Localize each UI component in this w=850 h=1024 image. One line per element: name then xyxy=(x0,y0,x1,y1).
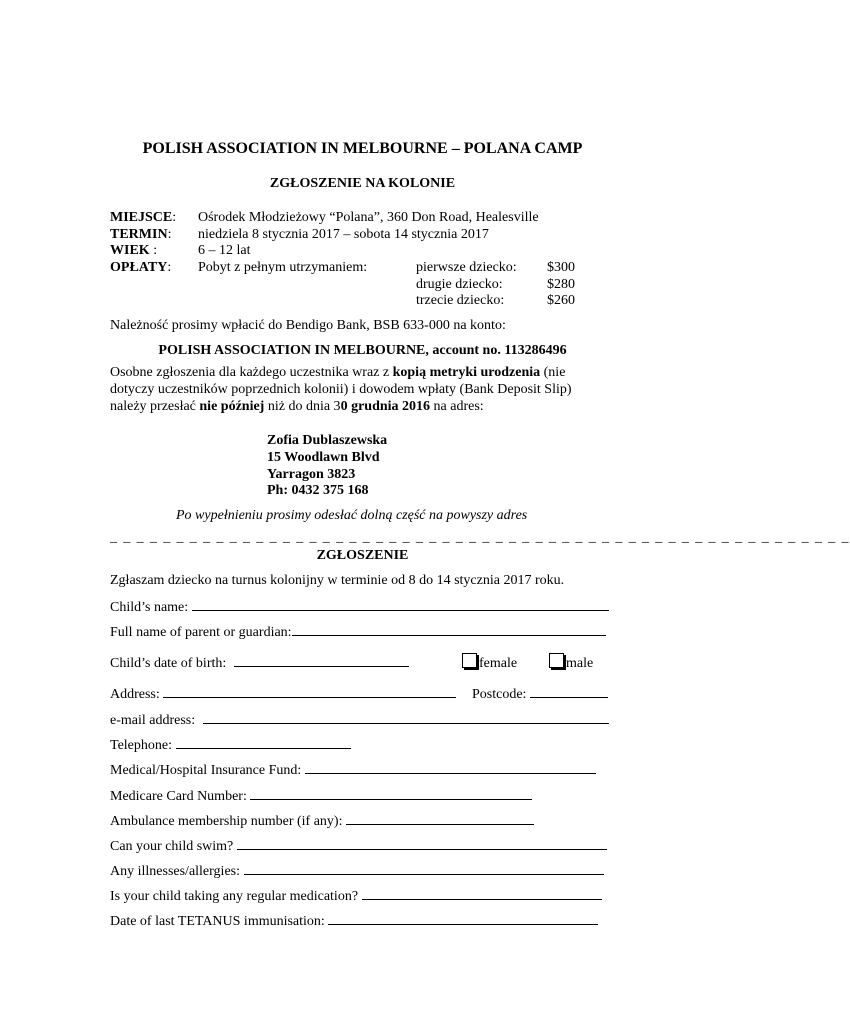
form-heading: ZGŁOSZENIE xyxy=(316,548,409,563)
male-option[interactable] xyxy=(549,653,593,672)
medication-label: Is your child taking any regular medication? xyxy=(110,889,359,904)
instr-text: (nie xyxy=(540,365,566,380)
ambulance-field[interactable] xyxy=(346,811,534,825)
telephone-row xyxy=(110,735,351,754)
ambulance-row xyxy=(110,811,534,830)
instructions-line-1 xyxy=(110,364,565,381)
female-label: female xyxy=(479,656,518,671)
email-row xyxy=(110,710,609,729)
illnesses-field[interactable] xyxy=(244,861,604,875)
dob-row xyxy=(110,653,409,672)
address-field[interactable] xyxy=(163,684,456,698)
medicare-row xyxy=(110,786,532,805)
fee-amount-1: $300 xyxy=(547,260,575,275)
fee-amount-2: $280 xyxy=(547,277,575,292)
childs-name-row xyxy=(110,597,609,616)
instr-text: na adres: xyxy=(430,399,484,414)
male-checkbox[interactable] xyxy=(549,653,564,668)
medical-fund-label: Medical/Hospital Insurance Fund: xyxy=(110,763,302,778)
instr-bold-date: 0 grudnia 2016 xyxy=(340,399,431,414)
address-street: 15 Woodlawn Blvd xyxy=(267,450,380,465)
email-field[interactable] xyxy=(203,710,609,724)
address-phone: Ph: 0432 375 168 xyxy=(267,483,369,498)
oplaty-row: OPŁATY: xyxy=(110,260,172,275)
email-label: e-mail address: xyxy=(110,713,196,728)
dob-field[interactable] xyxy=(234,653,409,667)
wiek-label: WIEK xyxy=(110,243,150,258)
illnesses-row xyxy=(110,861,604,880)
childs-name-label: Child’s name: xyxy=(110,600,189,615)
illnesses-label: Any illnesses/allergies: xyxy=(110,864,240,879)
tetanus-row xyxy=(110,911,598,930)
telephone-field[interactable] xyxy=(176,735,351,749)
instr-text: niż do dnia 3 xyxy=(264,399,341,414)
fee-label-3: trzecie dziecko: xyxy=(416,293,505,308)
address-row xyxy=(110,684,456,703)
instr-bold-deadline: nie później xyxy=(199,399,265,414)
instr-text: Osobne zgłoszenia dla każdego uczestnika wraz z xyxy=(110,365,393,380)
male-label: male xyxy=(566,656,594,671)
medication-field[interactable] xyxy=(362,886,602,900)
swim-row xyxy=(110,836,607,855)
wiek-row: WIEK : xyxy=(110,243,158,258)
medical-fund-field[interactable] xyxy=(305,760,596,774)
payment-line: Należność prosimy wpłacić do Bendigo Bank, BSB 633-000 na konto: xyxy=(110,318,506,333)
postcode-row xyxy=(472,684,608,703)
parent-name-row xyxy=(110,622,606,641)
postcode-field[interactable] xyxy=(530,684,608,698)
instr-bold-birth-cert: kopią metryki urodzenia xyxy=(392,365,541,380)
termin-label: TERMIN xyxy=(110,227,168,242)
childs-name-field[interactable] xyxy=(192,597,609,611)
address-label: Address: xyxy=(110,687,160,702)
medical-fund-row xyxy=(110,760,596,779)
instr-text: należy przesłać xyxy=(110,399,200,414)
medicare-label: Medicare Card Number: xyxy=(110,789,247,804)
page-title: POLISH ASSOCIATION IN MELBOURNE – POLANA CAMP xyxy=(142,140,583,157)
postcode-label: Postcode: xyxy=(472,687,527,702)
instructions-line-3 xyxy=(110,398,484,415)
swim-label: Can your child swim? xyxy=(110,839,234,854)
page-subtitle: ZGŁOSZENIE NA KOLONIE xyxy=(269,176,456,191)
fee-label-1: pierwsze dziecko: xyxy=(416,260,517,275)
miejsce-row: MIEJSCE: xyxy=(110,210,177,225)
miejsce-label: MIEJSCE xyxy=(110,210,173,225)
termin-value: niedziela 8 stycznia 2017 – sobota 14 stycznia 2017 xyxy=(198,227,489,242)
tetanus-field[interactable] xyxy=(328,911,598,925)
swim-field[interactable] xyxy=(237,836,607,850)
female-option[interactable] xyxy=(462,653,517,672)
medicare-field[interactable] xyxy=(250,786,532,800)
return-note: Po wypełnieniu prosimy odesłać dolną część na powyszy adres xyxy=(176,508,528,523)
oplaty-label: OPŁATY xyxy=(110,260,168,275)
parent-name-field[interactable] xyxy=(292,622,606,636)
ambulance-label: Ambulance membership number (if any): xyxy=(110,814,343,829)
termin-row: TERMIN: xyxy=(110,227,172,242)
fee-label-2: drugie dziecko: xyxy=(416,277,503,292)
account-name: POLISH ASSOCIATION IN MELBOURNE xyxy=(158,343,426,358)
fee-amount-3: $260 xyxy=(547,293,575,308)
form-intro: Zgłaszam dziecko na turnus kolonijny w terminie od 8 do 14 stycznia 2017 roku. xyxy=(110,573,565,588)
medication-row xyxy=(110,886,602,905)
account-number: , account no. 113286496 xyxy=(425,343,567,358)
instructions-line-2: dotyczy uczestników poprzednich kolonii) i dowodem wpłaty (Bank Deposit Slip) xyxy=(110,382,572,397)
dob-label: Child’s date of birth: xyxy=(110,656,227,671)
tetanus-label: Date of last TETANUS immunisation: xyxy=(110,914,325,929)
telephone-label: Telephone: xyxy=(110,738,172,753)
address-city: Yarragon 3823 xyxy=(267,467,356,482)
parent-name-label: Full name of parent or guardian: xyxy=(110,625,292,640)
cut-line-divider: _ _ _ _ _ _ _ _ _ _ _ _ _ _ _ _ _ _ _ _ _ _ _ _ _ _ _ _ _ _ _ _ _ _ _ _ _ _ _ _ _ _ _ _ _ _ _ _ _ _ _ _ _ _ _ _ xyxy=(110,530,850,545)
address-name: Zofia Dublaszewska xyxy=(267,433,388,448)
oplaty-value: Pobyt z pełnym utrzymaniem: xyxy=(198,260,368,275)
account-line xyxy=(0,342,725,359)
miejsce-value: Ośrodek Młodzieżowy “Polana”, 360 Don Road, Healesville xyxy=(198,210,539,225)
wiek-value: 6 – 12 lat xyxy=(198,243,251,258)
female-checkbox[interactable] xyxy=(462,653,477,668)
